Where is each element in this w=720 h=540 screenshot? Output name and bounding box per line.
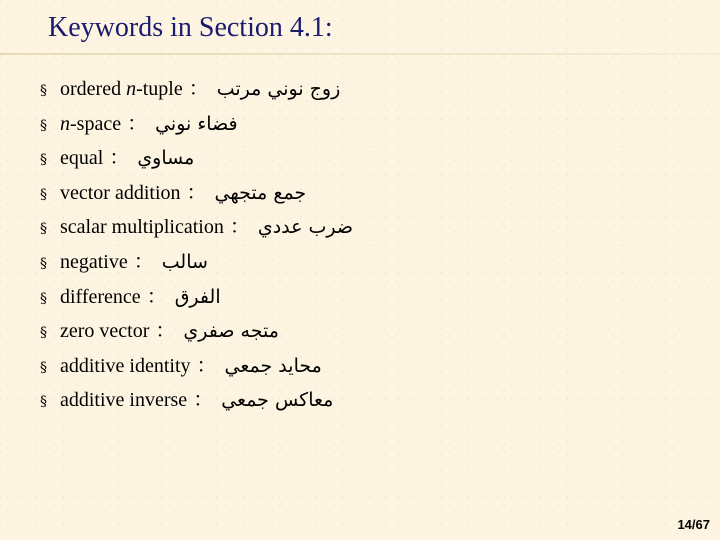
arabic-translation: زوج نوني مرتب: [216, 78, 341, 100]
term-separator: ：: [188, 78, 209, 100]
keyword-item: [40, 383, 680, 418]
keyword-term: [60, 216, 224, 239]
keyword-item: [40, 349, 680, 384]
slide-title: Keywords in Section 4.1:: [48, 12, 333, 43]
term-text: zero vector: [60, 320, 150, 343]
bullet-icon: §: [40, 394, 47, 411]
keyword-term: [60, 182, 181, 205]
keyword-term: [60, 147, 103, 170]
bullet-icon: §: [40, 325, 47, 342]
term-separator: ：: [133, 250, 154, 273]
term-separator: ：: [193, 389, 214, 412]
term-separator: ：: [196, 354, 217, 377]
arabic-translation: الفرق: [174, 285, 221, 308]
keyword-term: [60, 113, 121, 136]
keyword-item: [40, 314, 680, 349]
bullet-icon: §: [40, 359, 47, 376]
bullet-icon: §: [40, 186, 47, 203]
bullet-icon: §: [40, 290, 47, 307]
keyword-term: [60, 251, 128, 274]
keyword-term: [60, 320, 149, 343]
keyword-list: [40, 72, 680, 418]
page-number: 14/67: [677, 517, 710, 532]
bullet-icon: §: [40, 83, 47, 99]
keyword-term: [60, 78, 183, 101]
term-text-suffix: -space: [70, 112, 122, 135]
term-text: equal: [60, 147, 104, 170]
term-separator: ：: [109, 147, 130, 170]
term-italic: n: [60, 112, 70, 135]
term-separator: ：: [186, 181, 207, 204]
bullet-icon: §: [40, 152, 47, 169]
term-text: additive inverse: [60, 389, 188, 412]
arabic-translation: جمع متجهي: [214, 181, 307, 204]
keyword-item: [40, 107, 680, 142]
arabic-translation: مساوي: [137, 147, 195, 170]
arabic-translation: ضرب عددي: [257, 216, 354, 239]
keyword-item: [40, 72, 680, 107]
term-separator: ：: [229, 216, 250, 239]
bullet-icon: §: [40, 255, 47, 272]
arabic-translation: سالب: [161, 250, 208, 273]
term-text: negative: [60, 250, 128, 273]
bullet-icon: §: [40, 117, 47, 134]
arabic-translation: محايد جمعي: [224, 354, 322, 377]
keyword-item: [40, 280, 680, 315]
keyword-item: [40, 210, 680, 245]
bullet-icon: §: [40, 221, 47, 238]
arabic-translation: فضاء نوني: [155, 112, 238, 135]
keyword-item: [40, 176, 680, 211]
term-separator: ：: [146, 285, 167, 308]
keyword-term: [60, 389, 187, 412]
term-separator: ：: [155, 320, 176, 343]
term-text: difference: [60, 285, 141, 308]
term-text: ordered: [60, 78, 127, 100]
term-separator: ：: [127, 112, 148, 135]
term-italic: n: [126, 78, 137, 100]
keyword-term: [60, 355, 191, 378]
title-divider: [0, 53, 720, 55]
keyword-item: [40, 245, 680, 280]
term-text: vector addition: [60, 181, 181, 204]
keyword-item: [40, 141, 680, 176]
term-text: scalar multiplication: [60, 216, 224, 239]
term-text: additive identity: [60, 354, 191, 377]
arabic-translation: متجه صفري: [183, 320, 279, 343]
term-text-suffix: -tuple: [136, 78, 183, 100]
keyword-term: [60, 286, 141, 309]
arabic-translation: معاكس جمعي: [221, 389, 334, 412]
